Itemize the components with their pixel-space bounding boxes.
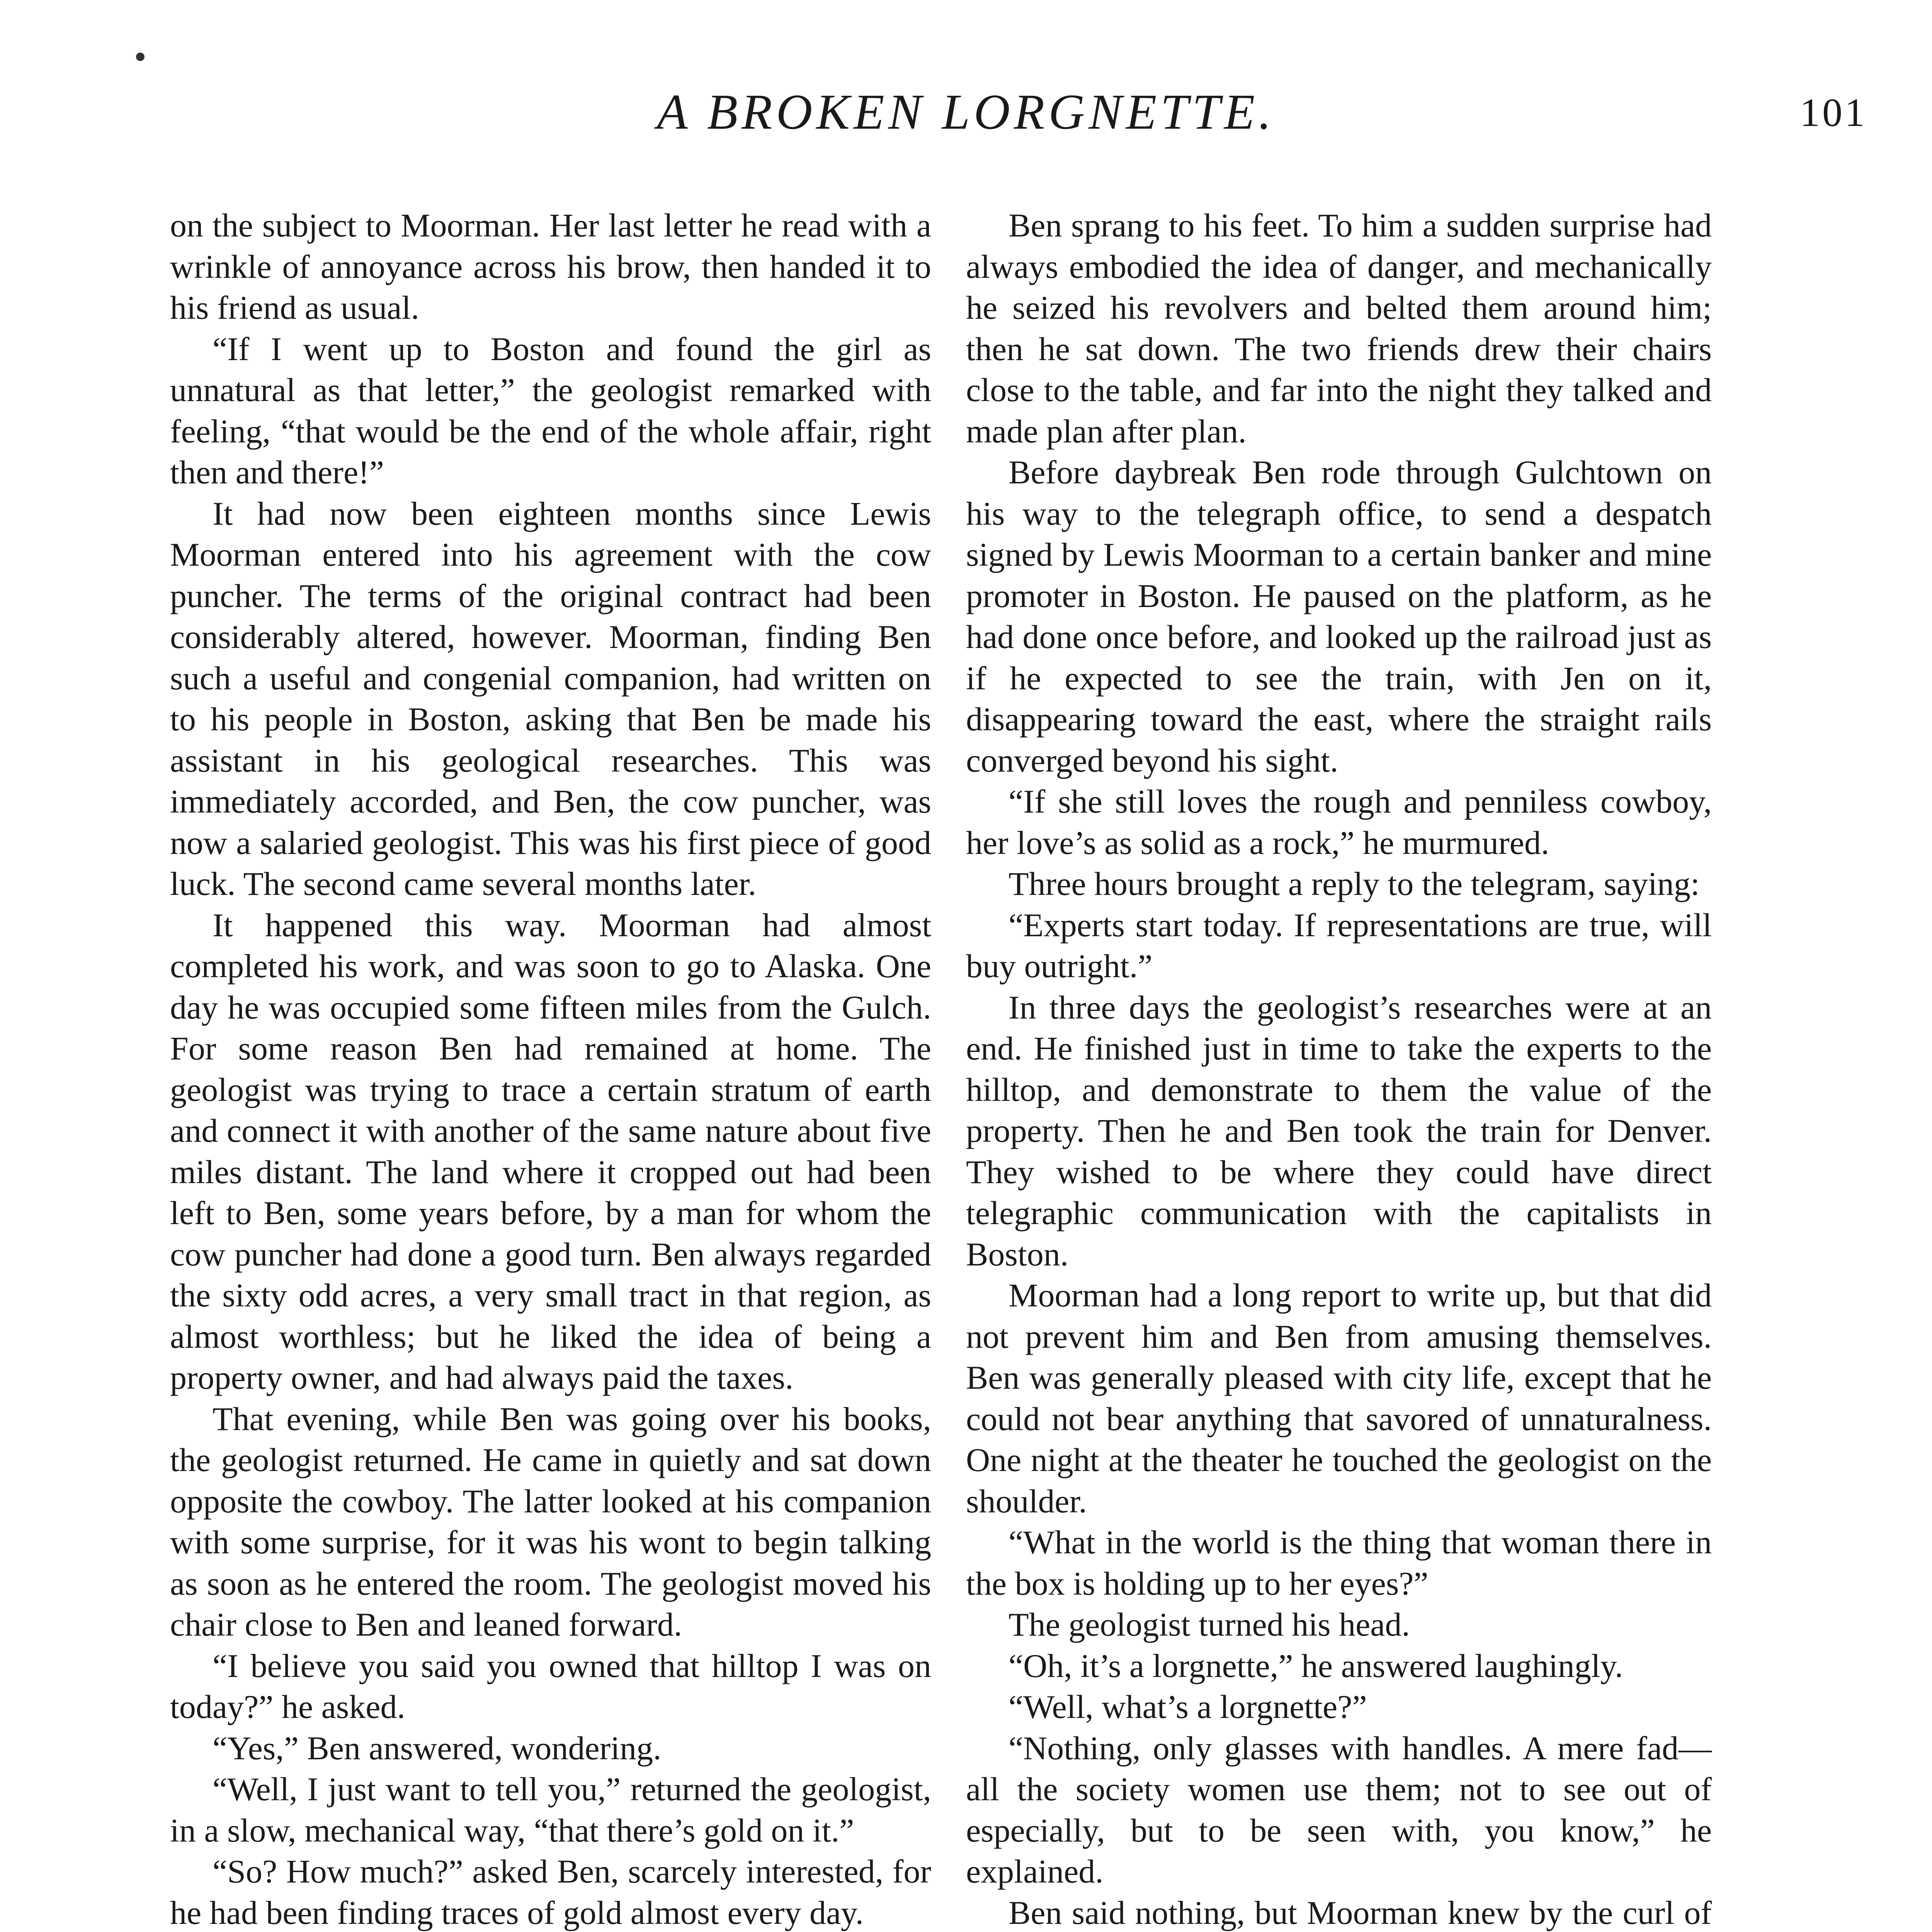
paragraph: Ben sprang to his feet. To him a sudden surprise had always embodied the idea of danger, and mechanically he seized his revolvers and belted them around him; then he sat down. The two friends drew their chairs close to the table, and far into the night they talked and made plan after plan. (966, 207, 1712, 450)
page-number: 101 (1800, 90, 1867, 135)
right-column (966, 205, 1712, 1932)
paragraph: “Oh, it’s a lorgnette,” he answered laughingly. (1009, 1647, 1623, 1684)
ink-speck (136, 53, 145, 61)
running-head: A BROKEN LORGNETTE. (657, 84, 1275, 140)
paragraph: “Yes,” Ben answered, wondering. (213, 1729, 662, 1767)
paragraph: “I believe you said you owned that hilltop I was on today?” he asked. (170, 1647, 931, 1725)
paragraph: It happened this way. Moorman had almost completed his work, and was soon to go to Alaska. One day he was occupied some fifteen miles from the Gulch. For some reason Ben had remained at home. The geologist was trying to trace a certain stratum of earth and connect it with another of the same nature about five miles distant. The land where it cropped out had been left to Ben, some years before, by a man for whom the cow puncher had done a good turn. Ben always regarded the sixty odd acres, a very small tract in that region, as almost worthless; but he liked the idea of being a property owner, and had always paid the taxes. (170, 906, 931, 1396)
paragraph: on the subject to Moorman. Her last letter he read with a wrinkle of annoyance across his brow, then handed it to his friend as usual. (170, 207, 931, 326)
paragraph: “So? How much?” asked Ben, scarcely interested, for he had been finding traces of gold almost every day. (170, 1853, 931, 1931)
paragraph: “What in the world is the thing that woman there in the box is holding up to her eyes?” (966, 1524, 1712, 1602)
paragraph: That evening, while Ben was going over his books, the geologist returned. He came in quietly and sat down opposite the cowboy. The latter looked at his companion with some surprise, for it was his wont to begin talking as soon as he entered the room. The geologist moved his chair close to Ben and leaned forward. (170, 1400, 931, 1643)
paragraph: It had now been eighteen months since Lewis Moorman entered into his agreement with the cow puncher. The terms of the original contract had been considerably altered, however. Moorman, finding Ben such a useful and congenial companion, had written on to his people in Boston, asking that Ben be made his assistant in his geological researches. This was immediately accorded, and Ben, the cow puncher, was now a salaried geologist. This was his first piece of good luck. The second came several months later. (170, 495, 931, 902)
paragraph: “Well, what’s a lorgnette?” (1009, 1688, 1367, 1725)
left-column (170, 205, 931, 1932)
paragraph: “Experts start today. If representations are true, will buy outright.” (966, 906, 1712, 985)
paragraph: “Nothing, only glasses with handles. A mere fad—all the society women use them; not to see out of especially, but to be seen with, you know,” he explained. (966, 1729, 1712, 1890)
paragraph: “If she still loves the rough and penniless cowboy, her love’s as solid as a rock,” he murmured. (966, 783, 1712, 861)
paragraph: The geologist turned his head. (1009, 1606, 1410, 1643)
paragraph: Three hours brought a reply to the telegram, saying: (1009, 865, 1700, 902)
paragraph: In three days the geologist’s researches were at an end. He finished just in time to take the experts to the hilltop, and demonstrate to them the value of the property. Then he and Ben took the train for Denver. They wished to be where they could have direct telegraphic communication with the capitalists in Boston. (966, 988, 1712, 1273)
paragraph: “Well, I just want to tell you,” returned the geologist, in a slow, mechanical way, “that there’s gold on it.” (170, 1770, 931, 1849)
paragraph: “If I went up to Boston and found the girl as unnatural as that letter,” the geologist remarked with feeling, “that would be the end of the whole affair, right then and there!” (170, 330, 931, 491)
paragraph: Before daybreak Ben rode through Gulchtown on his way to the telegraph office, to send a despatch signed by Lewis Moorman to a certain banker and mine promoter in Boston. He paused on the platform, as he had done once before, and looked up the railroad just as if he expected to see the train, with Jen on it, disappearing toward the east, where the straight rails converged beyond his sight. (966, 454, 1712, 779)
paragraph: Moorman had a long report to write up, but that did not prevent him and Ben from amusing themselves. Ben was generally pleased with city life, except that he could not bear anything that savored of unnaturalness. One night at the theater he touched the geologist on the shoulder. (966, 1277, 1712, 1520)
paragraph: Ben said nothing, but Moorman knew by the curl of (1009, 1894, 1712, 1931)
